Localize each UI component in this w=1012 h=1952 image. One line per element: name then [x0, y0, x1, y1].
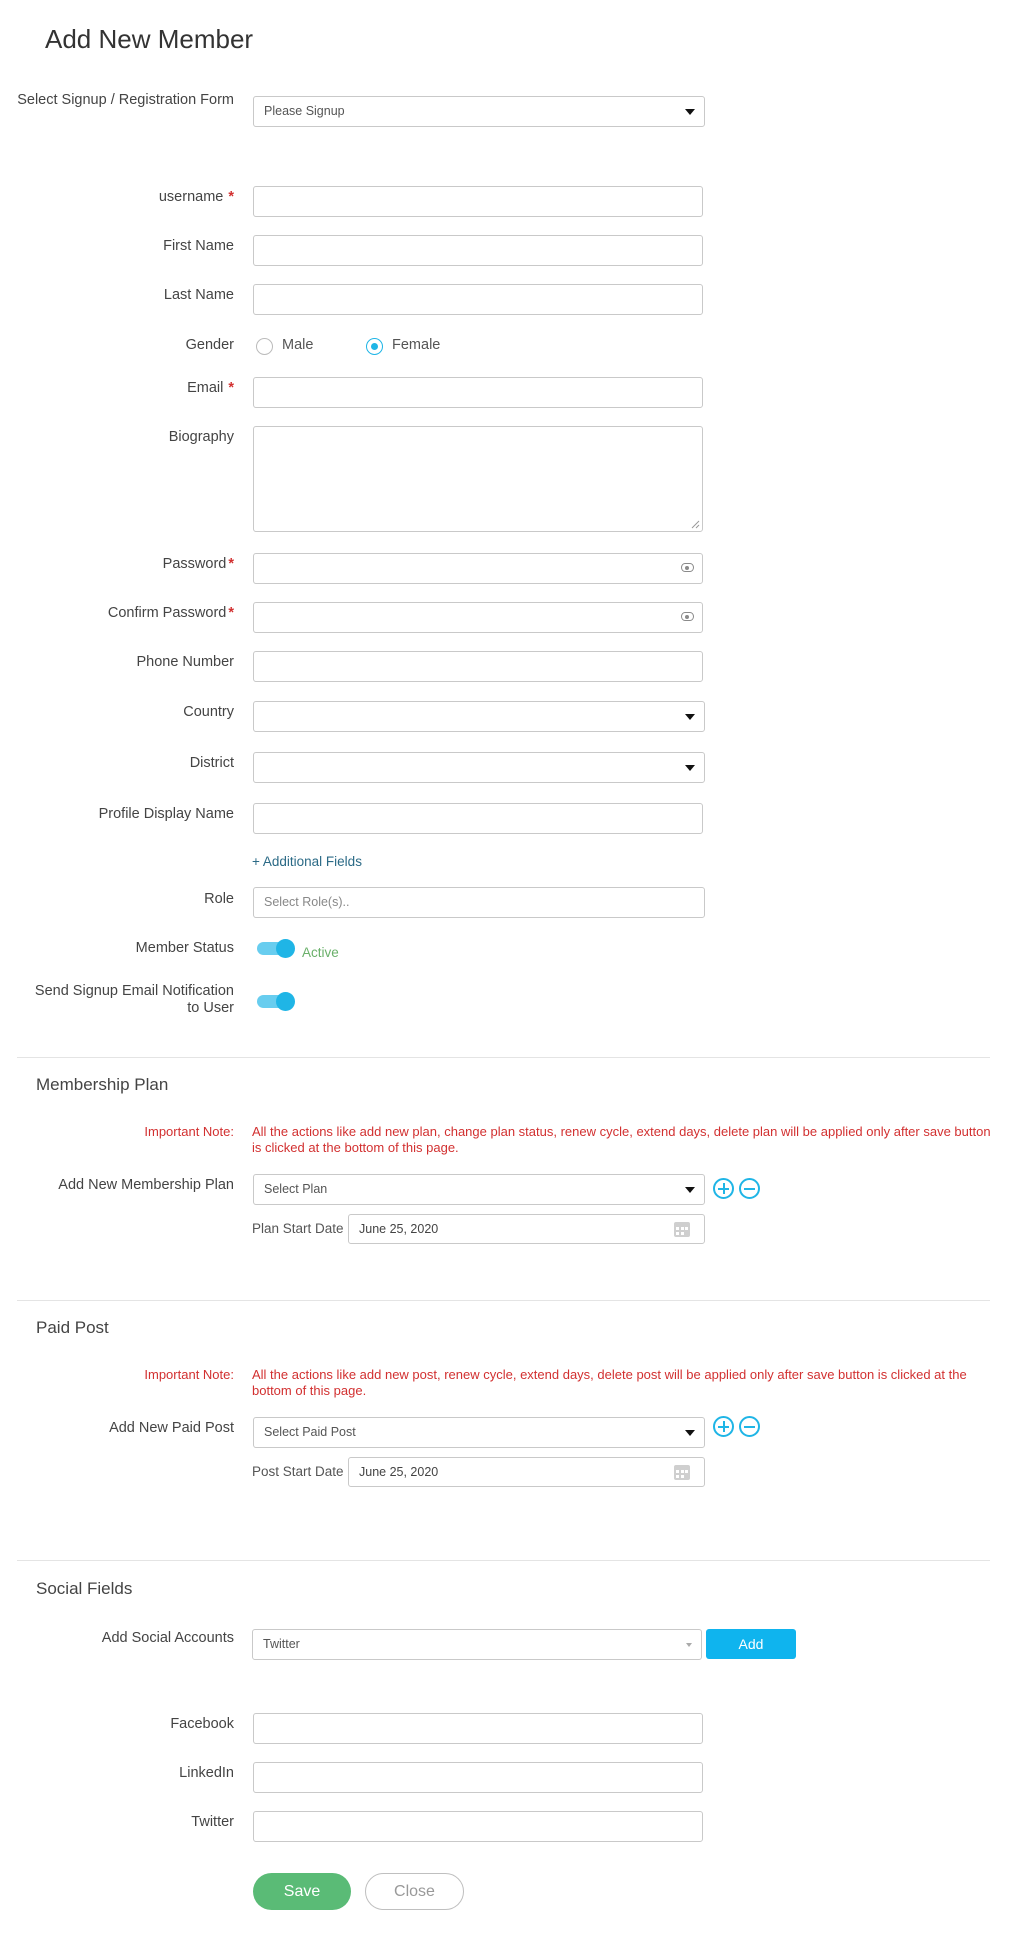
chevron-down-icon — [685, 109, 695, 115]
biography-label: Biography — [168, 429, 234, 445]
role-select[interactable] — [253, 887, 705, 918]
required-marker: * — [228, 556, 234, 572]
last-name-input[interactable] — [253, 284, 703, 315]
eye-icon[interactable] — [681, 563, 694, 572]
facebook-input[interactable] — [253, 1713, 703, 1744]
membership-note-text: All the actions like add new plan, change plan status, renew cycle, extend days, delete plan will be applied only after save button is clicked at the bottom of this page. — [252, 1124, 991, 1155]
signup-form-select[interactable] — [253, 96, 705, 127]
membership-plan-title: Membership Plan — [36, 1075, 169, 1094]
eye-icon[interactable] — [681, 612, 694, 621]
first-name-label: First Name — [163, 238, 234, 254]
username-input[interactable] — [253, 186, 703, 217]
plan-start-date-value: June 25, 2020 — [359, 1222, 439, 1236]
chevron-down-icon — [685, 714, 695, 720]
biography-textarea[interactable] — [253, 426, 703, 532]
paid-post-note-text: All the actions like add new post, renew cycle, extend days, delete post will be applied only after save button is clicked at the bottom of this page. — [252, 1367, 967, 1398]
plan-start-date-label: Plan Start Date — [252, 1221, 344, 1236]
role-label: Role — [204, 891, 234, 907]
required-marker: * — [228, 380, 234, 396]
remove-paid-post-icon[interactable] — [739, 1416, 760, 1437]
social-account-select[interactable] — [252, 1629, 702, 1660]
phone-label: Phone Number — [136, 654, 234, 670]
chevron-down-icon — [685, 1187, 695, 1193]
required-marker: * — [228, 189, 234, 205]
post-start-date-label: Post Start Date — [252, 1464, 344, 1479]
resize-grip-icon[interactable] — [691, 520, 700, 529]
chevron-down-icon — [685, 765, 695, 771]
paid-post-note-label: Important Note: — [144, 1367, 234, 1382]
gender-female-radio[interactable] — [366, 338, 383, 355]
gender-male-label: Male — [282, 337, 314, 353]
confirm-password-input[interactable] — [253, 602, 703, 633]
paid-post-title: Paid Post — [36, 1318, 109, 1337]
toggle-knob — [276, 939, 295, 958]
add-paid-post-label: Add New Paid Post — [109, 1420, 234, 1436]
additional-fields-link[interactable]: + Additional Fields — [252, 854, 362, 869]
first-name-input[interactable] — [253, 235, 703, 266]
add-social-button[interactable]: Add — [706, 1629, 796, 1659]
add-social-accounts-label: Add Social Accounts — [101, 1630, 234, 1646]
remove-plan-icon[interactable] — [739, 1178, 760, 1199]
username-label: username * — [158, 189, 234, 205]
district-label: District — [189, 755, 234, 771]
email-label: Email * — [187, 380, 234, 396]
required-marker: * — [228, 605, 234, 621]
save-button[interactable]: Save — [253, 1873, 351, 1910]
country-label: Country — [183, 704, 234, 720]
twitter-label: Twitter — [191, 1814, 234, 1830]
gender-male-radio[interactable] — [256, 338, 273, 355]
district-select[interactable] — [253, 752, 705, 783]
add-membership-plan-label: Add New Membership Plan — [58, 1177, 234, 1193]
profile-display-name-label: Profile Display Name — [98, 806, 234, 822]
linkedin-input[interactable] — [253, 1762, 703, 1793]
phone-input[interactable] — [253, 651, 703, 682]
gender-label: Gender — [185, 337, 234, 353]
paid-post-value: Select Paid Post — [264, 1425, 356, 1439]
send-signup-email-toggle[interactable] — [257, 995, 293, 1008]
signup-form-value: Please Signup — [264, 104, 345, 118]
membership-plan-select[interactable] — [253, 1174, 705, 1205]
add-paid-post-icon[interactable] — [713, 1416, 734, 1437]
member-status-toggle[interactable] — [257, 942, 293, 955]
confirm-password-label: Confirm Password * — [107, 605, 234, 621]
chevron-down-icon — [685, 1430, 695, 1436]
page-title: Add New Member — [45, 24, 254, 54]
email-input[interactable] — [253, 377, 703, 408]
gender-female-label: Female — [392, 337, 441, 353]
country-select[interactable] — [253, 701, 705, 732]
password-label: Password * — [162, 556, 234, 572]
chevron-down-icon — [686, 1643, 692, 1647]
membership-plan-value: Select Plan — [264, 1182, 328, 1196]
member-status-value: Active — [302, 945, 339, 960]
section-divider — [17, 1300, 990, 1301]
social-fields-title: Social Fields — [36, 1579, 133, 1598]
member-status-label: Member Status — [135, 940, 234, 956]
calendar-icon[interactable] — [674, 1222, 690, 1237]
social-account-value: Twitter — [263, 1637, 300, 1651]
toggle-knob — [276, 992, 295, 1011]
add-plan-icon[interactable] — [713, 1178, 734, 1199]
linkedin-label: LinkedIn — [179, 1765, 234, 1781]
signup-form-label: Select Signup / Registration Form — [17, 92, 234, 108]
password-input[interactable] — [253, 553, 703, 584]
membership-note-label: Important Note: — [144, 1124, 234, 1139]
section-divider — [17, 1560, 990, 1561]
facebook-label: Facebook — [170, 1716, 234, 1732]
section-divider — [17, 1057, 990, 1058]
last-name-label: Last Name — [163, 287, 234, 303]
twitter-input[interactable] — [253, 1811, 703, 1842]
profile-display-name-input[interactable] — [253, 803, 703, 834]
plan-start-date-input[interactable] — [348, 1214, 705, 1244]
role-placeholder: Select Role(s).. — [264, 895, 350, 909]
post-start-date-input[interactable] — [348, 1457, 705, 1487]
paid-post-select[interactable] — [253, 1417, 705, 1448]
post-start-date-value: June 25, 2020 — [359, 1465, 439, 1479]
close-button[interactable]: Close — [365, 1873, 464, 1910]
calendar-icon[interactable] — [674, 1465, 690, 1480]
send-signup-email-label: Send Signup Email Notification to User — [34, 983, 234, 1016]
